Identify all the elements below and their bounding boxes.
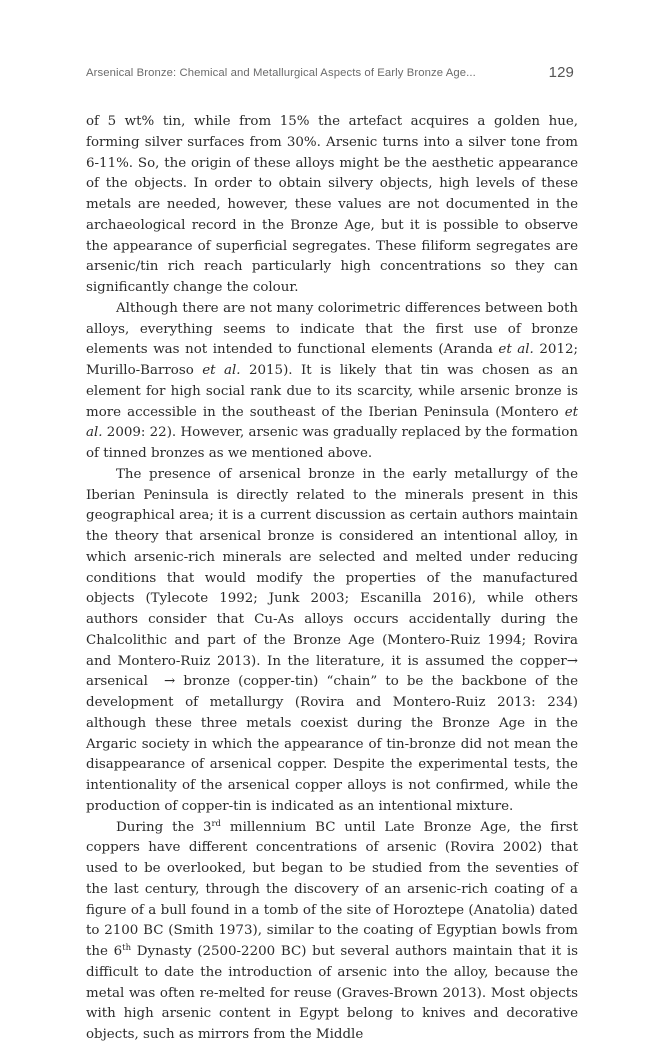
italic-text: et al.	[498, 342, 534, 358]
text-run: millennium BC until Late Bronze Age, the first coppers have different concentrations of arsenic (Rovira 2002) that used to be overlooked, but began to be studied from the seventies of the last century, through the discovery of an arsenic-rich coating of a figure of a bull found in a tomb of the site of Horoztepe (Anatolia) dated to 2100 BC (Smith 1973), similar to the coating of Egyptian bowls from the 6	[86, 819, 579, 959]
text-run: 2012; Murillo-Barroso	[86, 342, 578, 378]
paragraph-4	[86, 818, 578, 1046]
text-run: 2015). It is likely that tin was chosen as an element for high social rank due to its scarcity, while arsenic bronze is more accessible in the southeast of the Iberian Peninsula (Montero	[86, 363, 578, 420]
paragraph-2	[86, 299, 578, 465]
superscript: th	[122, 943, 132, 953]
page-number: 129	[548, 64, 574, 81]
text-run: Although there are not many colorimetric differences between both alloys, everything seems to indicate that the first use of bronze elements was not intended to functional elements (Aranda	[86, 300, 578, 358]
italic-text: et al.	[86, 404, 578, 441]
paragraph-1	[86, 112, 578, 299]
italic-text: et al.	[202, 363, 241, 378]
text-run: of 5 wt% tin, while from 15% the artefact acquires a golden hue, forming silver surfaces from 30%. Arsenic turns into a silver tone from 6-11%. So, the origin of these alloys might be the aesthetic appearance of the objects. In order to obtain silvery objects, high levels of these metals are needed, however, these values are not documented in the archaeological record in the Bronze Age, but it is possible to observe the appearance of superficial segregates. These filiform segregates are arsenic/tin rich reach particularly high concentrations so they can significantly change the colour.	[86, 114, 578, 295]
superscript: rd	[211, 818, 221, 829]
body-text	[86, 112, 578, 1046]
running-header	[86, 64, 574, 86]
text-run: Dynasty (2500-2200 BC) but several authors maintain that it is difficult to date the introduction of arsenic into the alloy, because the metal was often re-melted for reuse (Graves-Brown 2013). Most objects with high arsenic content in Egypt belong to knives and decorative objects, such as mirrors from the Middle	[86, 944, 578, 1042]
text-run: The presence of arsenical bronze in the early metallurgy of the Iberian Peninsula is directly related to the minerals present in this geographical area; it is a current discussion as certain authors maintain the theory that arsenical bronze is considered an intentional alloy, in which arsenic-rich minerals are selected and melted under reducing conditions that would modify the properties of the manufactured objects (Tylecote 1992; Junk 2003; Escanilla 2016), while others authors consider that Cu-As alloys occurs accidentally during the Chalcolithic and part of the Bronze Age (Montero-Ruiz 1994; Rovira and Montero-Ruiz 2013). In the literature, it is assumed the copper→ arsenical → bronze (copper-tin) “chain” to be the backbone of the development of metallurgy (Rovira and Montero-Ruiz 2013: 234) although these three metals coexist during the Bronze Age in the Argaric society in which the appearance of tin-bronze did not mean the disappearance of arsenical copper. Despite the experimental tests, the intentionality of the arsenical copper alloys is not confirmed, while the production of copper-tin is indicated as an intentional mixture.	[86, 466, 578, 814]
text-run: 2009: 22). However, arsenic was gradually replaced by the formation of tinned bronzes as we mentioned above.	[86, 425, 578, 461]
text-run: During the 3	[116, 819, 212, 835]
paragraph-3	[86, 465, 578, 818]
running-title: Arsenical Bronze: Chemical and Metallurgical Aspects of Early Bronze Age...	[86, 67, 476, 79]
